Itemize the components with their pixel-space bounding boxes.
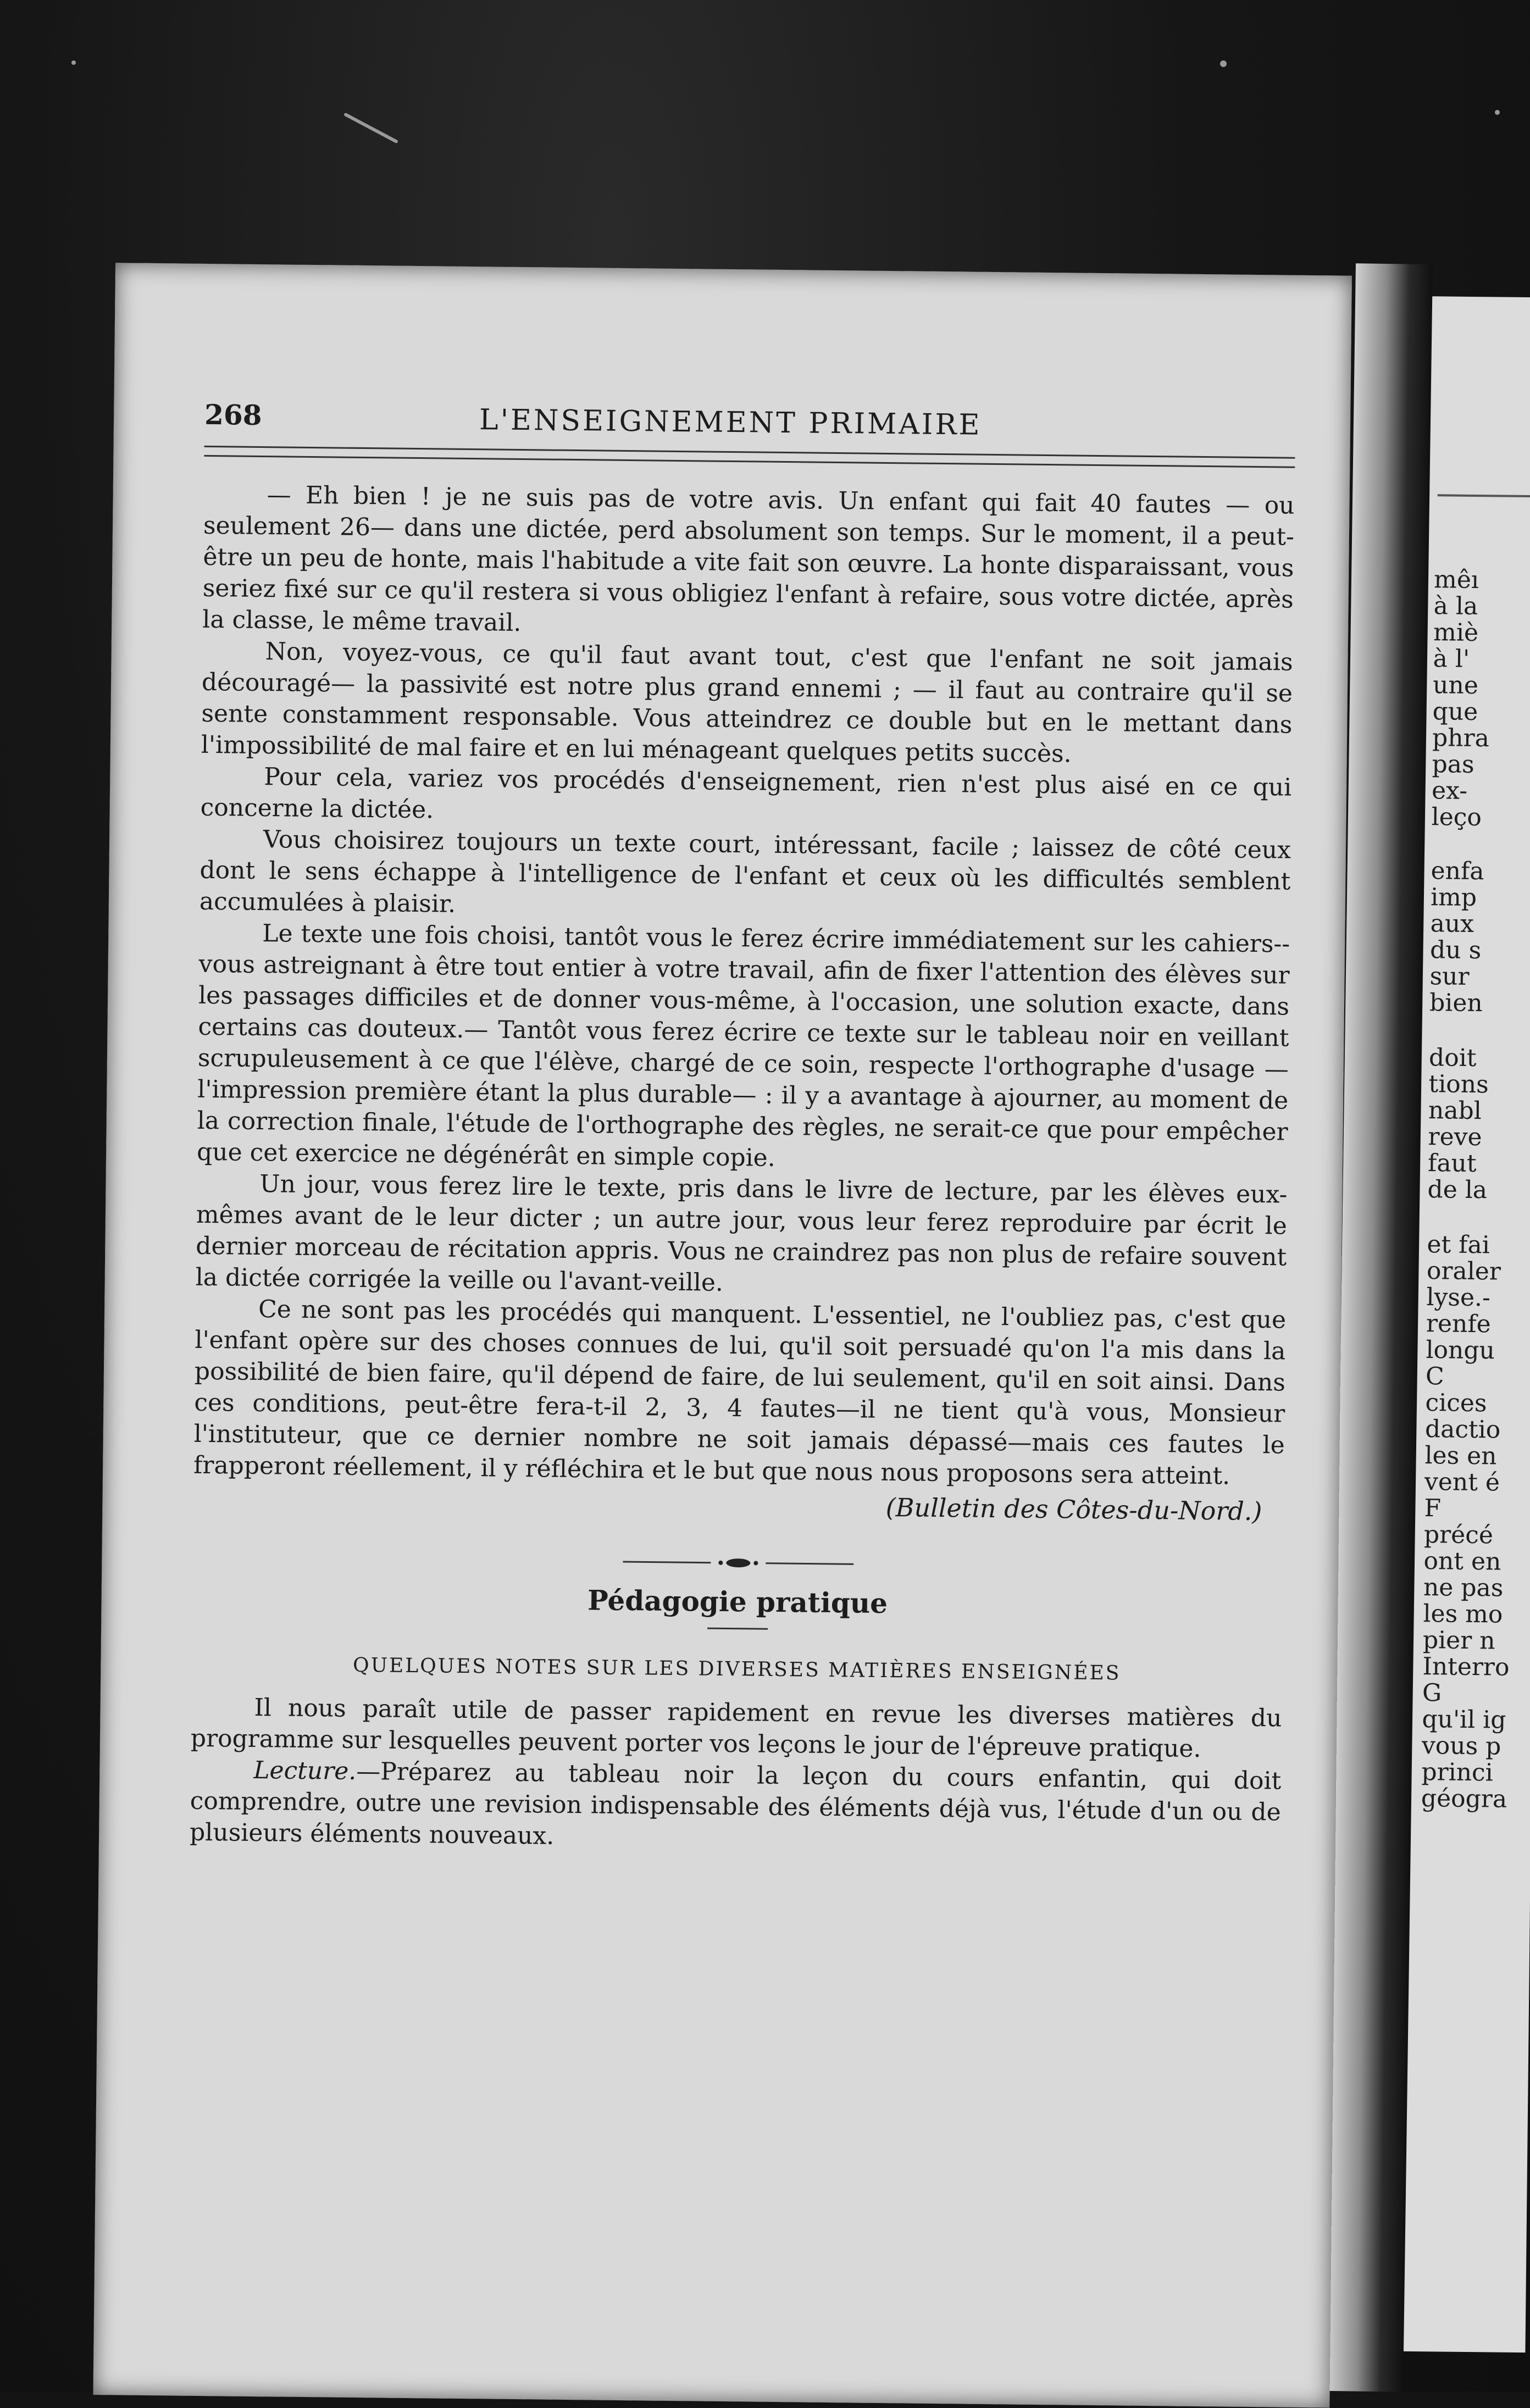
section-body [190,1691,1282,1860]
book-page [93,263,1352,2407]
dust-speck [1495,110,1500,115]
adjacent-page-fragment: géogra [1421,1784,1507,1813]
lecture-text: —Préparez au tableau noir la leçon du cours enfantin, qui doit comprendre, outre une revision indispensable des éléments déjà vus, l'étude d'un ou de plusieurs éléments nouveaux. [189,1757,1282,1850]
paragraph: — Eh bien ! je ne suis pas de votre avis. Un enfant qui fait 40 fautes — ou seulement 26— dans une dictée, perd absolument son temps. Sur le moment, il a peut-être un peu de honte, mais l'habitude a vite fait son œuvre. La honte disparaissant, vous seriez fixé sur ce qu'il restera si vous obligiez l'enfant à refaire, sous votre dictée, après la classe, le même travail. [202,481,1295,637]
adjacent-page-fragment: lyse.- [1426,1283,1491,1312]
adjacent-page-fragment: ont en [1423,1547,1501,1576]
adjacent-page-fragment: bien [1429,989,1483,1018]
subsection-title: QUELQUES NOTES SUR LES DIVERSES MATIÈRES ENSEIGNÉES [352,1654,1121,1685]
adjacent-page-fragment: que [1432,697,1478,726]
adjacent-page-fragment: ne pas [1423,1573,1504,1602]
adjacent-page-fragment: G [1422,1679,1442,1707]
adjacent-page-fragment: phra [1432,724,1490,753]
paragraph: Ce ne sont pas les procédés qui manquent. L'essentiel, ne l'oubliez pas, c'est que l'enfant opère sur des choses connues de lui, qu'il soit persuadé qu'on l'a mis dans la possibilité de bien faire, qu'il dépend de faire, de lui seulement, qu'il en soit ainsi. Dans ces conditions, peut-être fera-t-il 2, 3, 4 fautes—il ne tient qu'à vous, Monsieur l'instituteur, que ce dernier nombre ne soit jamais dépassé—mais ces fautes le frapperont réellement, il y réfléchira et le but que nous nous proposons sera atteint. [193,1295,1287,1490]
page-number: 268 [204,398,262,432]
adjacent-page-fragment: ex- [1431,776,1468,805]
adjacent-page-fragment: dactio [1424,1415,1501,1444]
adjacent-page-fragment: à la [1433,592,1478,621]
section-intro: Il nous paraît utile de passer rapidement en revue les diverses matières du programme sur lesquelles peuvent porter vos leçons le jour de l'épreuve pratique. [190,1694,1282,1763]
running-head [204,398,1296,454]
adjacent-page-fragment: précé [1423,1521,1494,1550]
adjacent-page-fragment: vent é [1424,1468,1500,1497]
adjacent-page-fragment: miè [1433,618,1479,647]
adjacent-page-fragment: F [1424,1494,1442,1523]
paragraph: Un jour, vous ferez lire le texte, pris dans le livre de lecture, par les élèves eux-mêmes avant de le leur dicter ; un autre jour, vous leur ferez reproduire par écrit le dernier morceau de récitation appris. Vous ne craindrez pas non plus de refaire souvent la dictée corrigée la veille ou l'avant-veille. [195,1170,1288,1297]
adjacent-page-fragment: doit [1428,1044,1477,1073]
adjacent-page-fragment: tions [1428,1070,1489,1099]
adjacent-page-fragment: enfa [1431,857,1484,886]
adjacent-page-fragment: du s [1429,936,1482,965]
adjacent-page-fragment: faut [1427,1149,1477,1178]
adjacent-page-fragment: une [1432,671,1479,700]
lecture-paragraph [190,1754,1282,1860]
adjacent-page-fragment: les en [1424,1441,1497,1471]
adjacent-page-fragment: à l' [1433,645,1470,673]
paragraph: Le texte une fois choisi, tantôt vous le ferez écrire immédiatement sur les cahiers-- vous astreignant à être tout entier à votre travail, afin de fixer l'attention des élèves sur les passages difficiles et de donner vous-même, à l'occasion, une solution exacte, dans certains cas douteux.— Tantôt vous ferez écrire ce texte sur le tableau noir en veillant scrupuleusement à ce que l'élève, chargé de ce soin, respecte l'orthographe d'usage — l'impression première étant la plus durable— : il y a avantage à ajourner, au moment de la correction finale, l'étude de l'orthographe des règles, ne serait-ce que pour empêcher que cet exercice ne dégénérât en simple copie. [196,919,1290,1172]
running-title: L'ENSEIGNEMENT PRIMAIRE [479,403,982,442]
adjacent-page-fragment: nabl [1428,1096,1482,1125]
paragraph: Pour cela, variez vos procédés d'enseignement, rien n'est plus aisé en ce qui concerne la dictée. [200,763,1292,824]
article-body [193,479,1295,1527]
adjacent-page-fragment: pas [1432,750,1474,779]
adjacent-page-fragment: reve [1428,1123,1482,1152]
adjacent-page-fragment: longu [1426,1336,1495,1365]
adjacent-page-fragment: leço [1431,803,1482,832]
paragraph: Non, voyez-vous, ce qu'il faut avant tout, c'est que l'enfant ne soit jamais découragé— la passivité est notre plus grand ennemi ; — il faut au contraire qu'il se sente constamment responsable. Vous atteindrez ce double but en le mettant dans l'impossibilité de mal faire et en lui ménageant quelques petits succès. [201,637,1293,768]
dust-speck [1220,60,1227,67]
adjacent-page-fragment: imp [1430,883,1477,912]
adjacent-page-fragment: princi [1421,1758,1494,1787]
section-title: Pédagogie pratique [587,1584,888,1620]
lecture-lead: Lecture. [253,1756,357,1785]
section-title-rule [707,1628,768,1630]
adjacent-page-fragment: aux [1430,909,1474,939]
dust-speck [71,60,76,65]
attribution: (Bulletin des Côtes-du-Nord.) [885,1492,1262,1527]
adjacent-page-fragment: mêı [1433,565,1479,595]
adjacent-page-fragment: qu'il ig [1422,1705,1506,1734]
adjacent-page-rule [1438,494,1530,498]
adjacent-page-fragment: C [1425,1362,1444,1391]
adjacent-page-fragment: Interro [1422,1652,1510,1682]
dust-streak [343,113,398,144]
adjacent-page-fragment: pier n [1422,1626,1495,1655]
adjacent-page-fragment: sur [1429,962,1470,991]
adjacent-page-fragment: vous p [1421,1732,1501,1761]
adjacent-page-fragment: les mo [1423,1600,1503,1629]
adjacent-page-fragment: de la [1427,1175,1488,1205]
adjacent-page-fragment: renfe [1426,1310,1492,1339]
adjacent-page-fragment: oraler [1426,1257,1501,1286]
adjacent-page-fragment: et fai [1427,1230,1490,1260]
section-ornament [192,1551,1283,1578]
paragraph: Vous choisirez toujours un texte court, intéressant, facile ; laissez de côté ceux dont le sens échappe à l'intelligence de l'enfant et ceux où les difficultés semblent accumulées à plaisir. [199,825,1291,918]
adjacent-page-fragment: cices [1425,1389,1487,1418]
